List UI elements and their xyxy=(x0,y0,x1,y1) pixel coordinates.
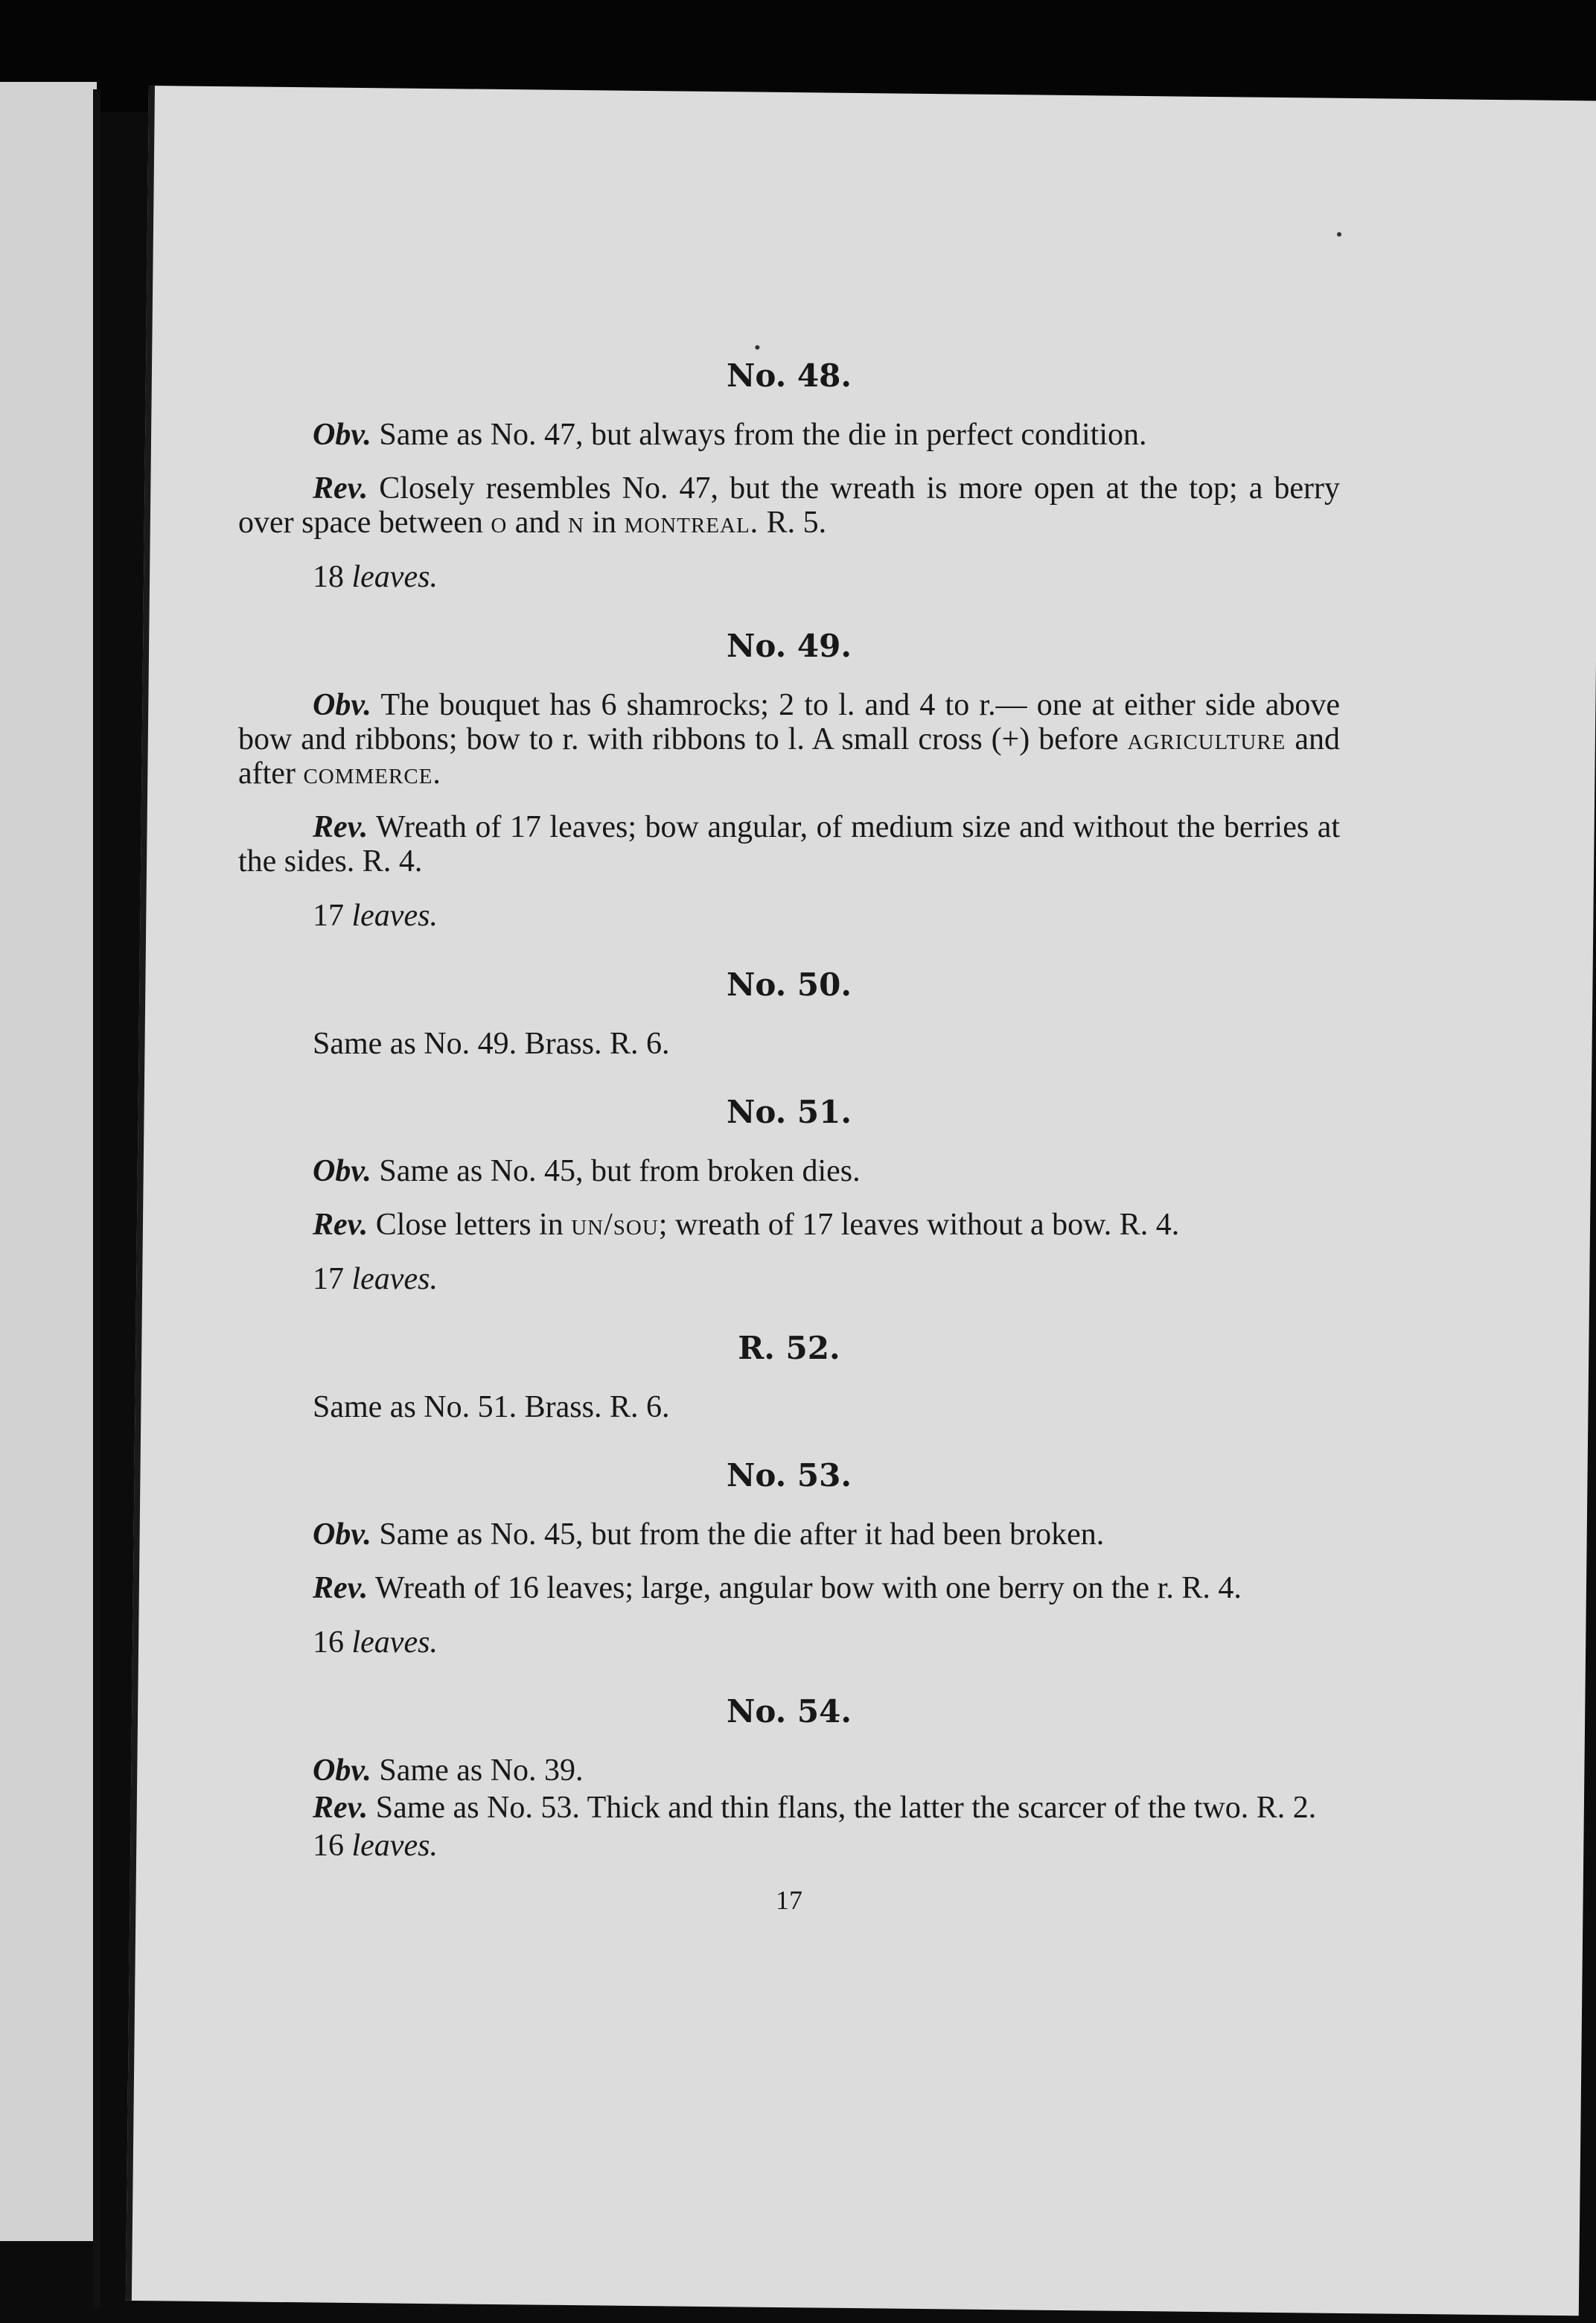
obverse-text: Same as No. 39. xyxy=(371,1753,584,1788)
reverse-text: and xyxy=(507,506,568,540)
entry-53 xyxy=(238,1457,1340,1660)
reverse-text: Same as No. 53. Thick and thin flans, the latter the scarcer of the two. R. 2. xyxy=(368,1791,1317,1825)
page-content xyxy=(238,357,1340,1916)
reverse-label: Rev. xyxy=(313,1791,368,1825)
reverse-description xyxy=(238,1208,1340,1242)
entry-heading: No. 49. xyxy=(727,628,852,664)
obverse-description xyxy=(238,1154,1340,1188)
entry-49 xyxy=(238,628,1340,934)
reverse-smallcaps: o xyxy=(491,506,508,540)
reverse-smallcaps: n xyxy=(567,506,584,540)
obverse-text: Same as No. 45, but from broken dies. xyxy=(371,1154,861,1188)
leaves-word: leaves. xyxy=(351,1262,438,1296)
obverse-text: The bouquet has 6 shamrocks; 2 to l. and 4 to r.— one at either side above bow and ribbons; bow to r. with ribbons to l. A small cross (+) before xyxy=(238,688,1340,756)
entry-heading: No. 51. xyxy=(727,1094,852,1130)
reverse-description xyxy=(238,810,1340,879)
obverse-description xyxy=(238,1753,1340,1788)
leaves-number: 17 xyxy=(313,1262,352,1296)
obverse-smallcaps: commerce. xyxy=(303,756,441,791)
page-number: 17 xyxy=(776,1885,802,1915)
leaves-count xyxy=(238,1625,1340,1660)
reverse-text: Closely resembles No. 47, but the wreath is more open at the top; a berry over space between xyxy=(238,471,1340,540)
reverse-text: ; wreath of 17 leaves without a bow. R. 4. xyxy=(658,1208,1180,1242)
obverse-label: Obv. xyxy=(313,688,371,722)
reverse-label: Rev. xyxy=(313,1571,368,1605)
reverse-text: in xyxy=(584,506,625,540)
entry-heading: No. 53. xyxy=(727,1457,852,1494)
leaves-count xyxy=(238,559,1340,595)
reverse-text: Wreath of 16 leaves; large, angular bow with one berry on the r. R. 4. xyxy=(368,1571,1242,1605)
obverse-smallcaps: agriculture xyxy=(1127,722,1286,756)
entry-heading: No. 50. xyxy=(727,966,852,1003)
leaves-count xyxy=(238,1828,1340,1864)
reverse-text: Close letters in xyxy=(368,1208,572,1242)
obverse-label: Obv. xyxy=(313,418,371,452)
scan-speck xyxy=(1337,232,1341,237)
entry-54 xyxy=(238,1693,1340,1864)
reverse-text: Wreath of 17 leaves; bow angular, of medium size and without the berries at the sides. R. 4. xyxy=(238,810,1340,879)
leaves-number: 16 xyxy=(313,1829,352,1863)
leaves-number: 17 xyxy=(313,899,352,933)
entry-48 xyxy=(238,357,1340,595)
obverse-description xyxy=(238,1517,1340,1552)
leaves-number: 16 xyxy=(313,1625,352,1660)
facing-page-edge xyxy=(0,82,97,2241)
reverse-label: Rev. xyxy=(313,471,368,506)
reverse-description xyxy=(238,1791,1340,1825)
entry-description: Same as No. 49. Brass. R. 6. xyxy=(313,1027,670,1061)
obverse-text: Same as No. 45, but from the die after it had been broken. xyxy=(371,1517,1105,1552)
obverse-label: Obv. xyxy=(313,1517,371,1552)
leaves-word: leaves. xyxy=(351,560,438,594)
leaves-word: leaves. xyxy=(351,899,438,933)
obverse-text: and after xyxy=(238,722,1340,791)
entry-heading: No. 48. xyxy=(727,357,852,394)
scan-speck xyxy=(755,345,759,350)
entry-heading: R. 52. xyxy=(738,1330,840,1366)
obverse-description xyxy=(238,688,1340,791)
page-gutter xyxy=(93,89,100,2308)
entry-description: Same as No. 51. Brass. R. 6. xyxy=(313,1390,670,1424)
reverse-smallcaps: un/sou xyxy=(571,1208,659,1242)
obverse-text: Same as No. 47, but always from the die in perfect condition. xyxy=(371,418,1147,452)
leaves-word: leaves. xyxy=(351,1829,438,1863)
leaves-word: leaves. xyxy=(351,1625,438,1660)
entry-heading: No. 54. xyxy=(727,1693,852,1730)
reverse-description xyxy=(238,1571,1340,1605)
obverse-description xyxy=(238,418,1340,452)
reverse-label: Rev. xyxy=(313,1208,368,1242)
obverse-label: Obv. xyxy=(313,1154,371,1188)
entry-51 xyxy=(238,1094,1340,1297)
obverse-label: Obv. xyxy=(313,1753,371,1788)
reverse-description xyxy=(238,471,1340,540)
entry-52 xyxy=(238,1330,1340,1424)
reverse-smallcaps: montreal. xyxy=(624,506,759,540)
leaves-number: 18 xyxy=(313,560,352,594)
reverse-text: R. 5. xyxy=(759,506,827,540)
reverse-label: Rev. xyxy=(313,810,368,844)
leaves-count xyxy=(238,898,1340,934)
leaves-count xyxy=(238,1261,1340,1297)
entry-50 xyxy=(238,966,1340,1061)
